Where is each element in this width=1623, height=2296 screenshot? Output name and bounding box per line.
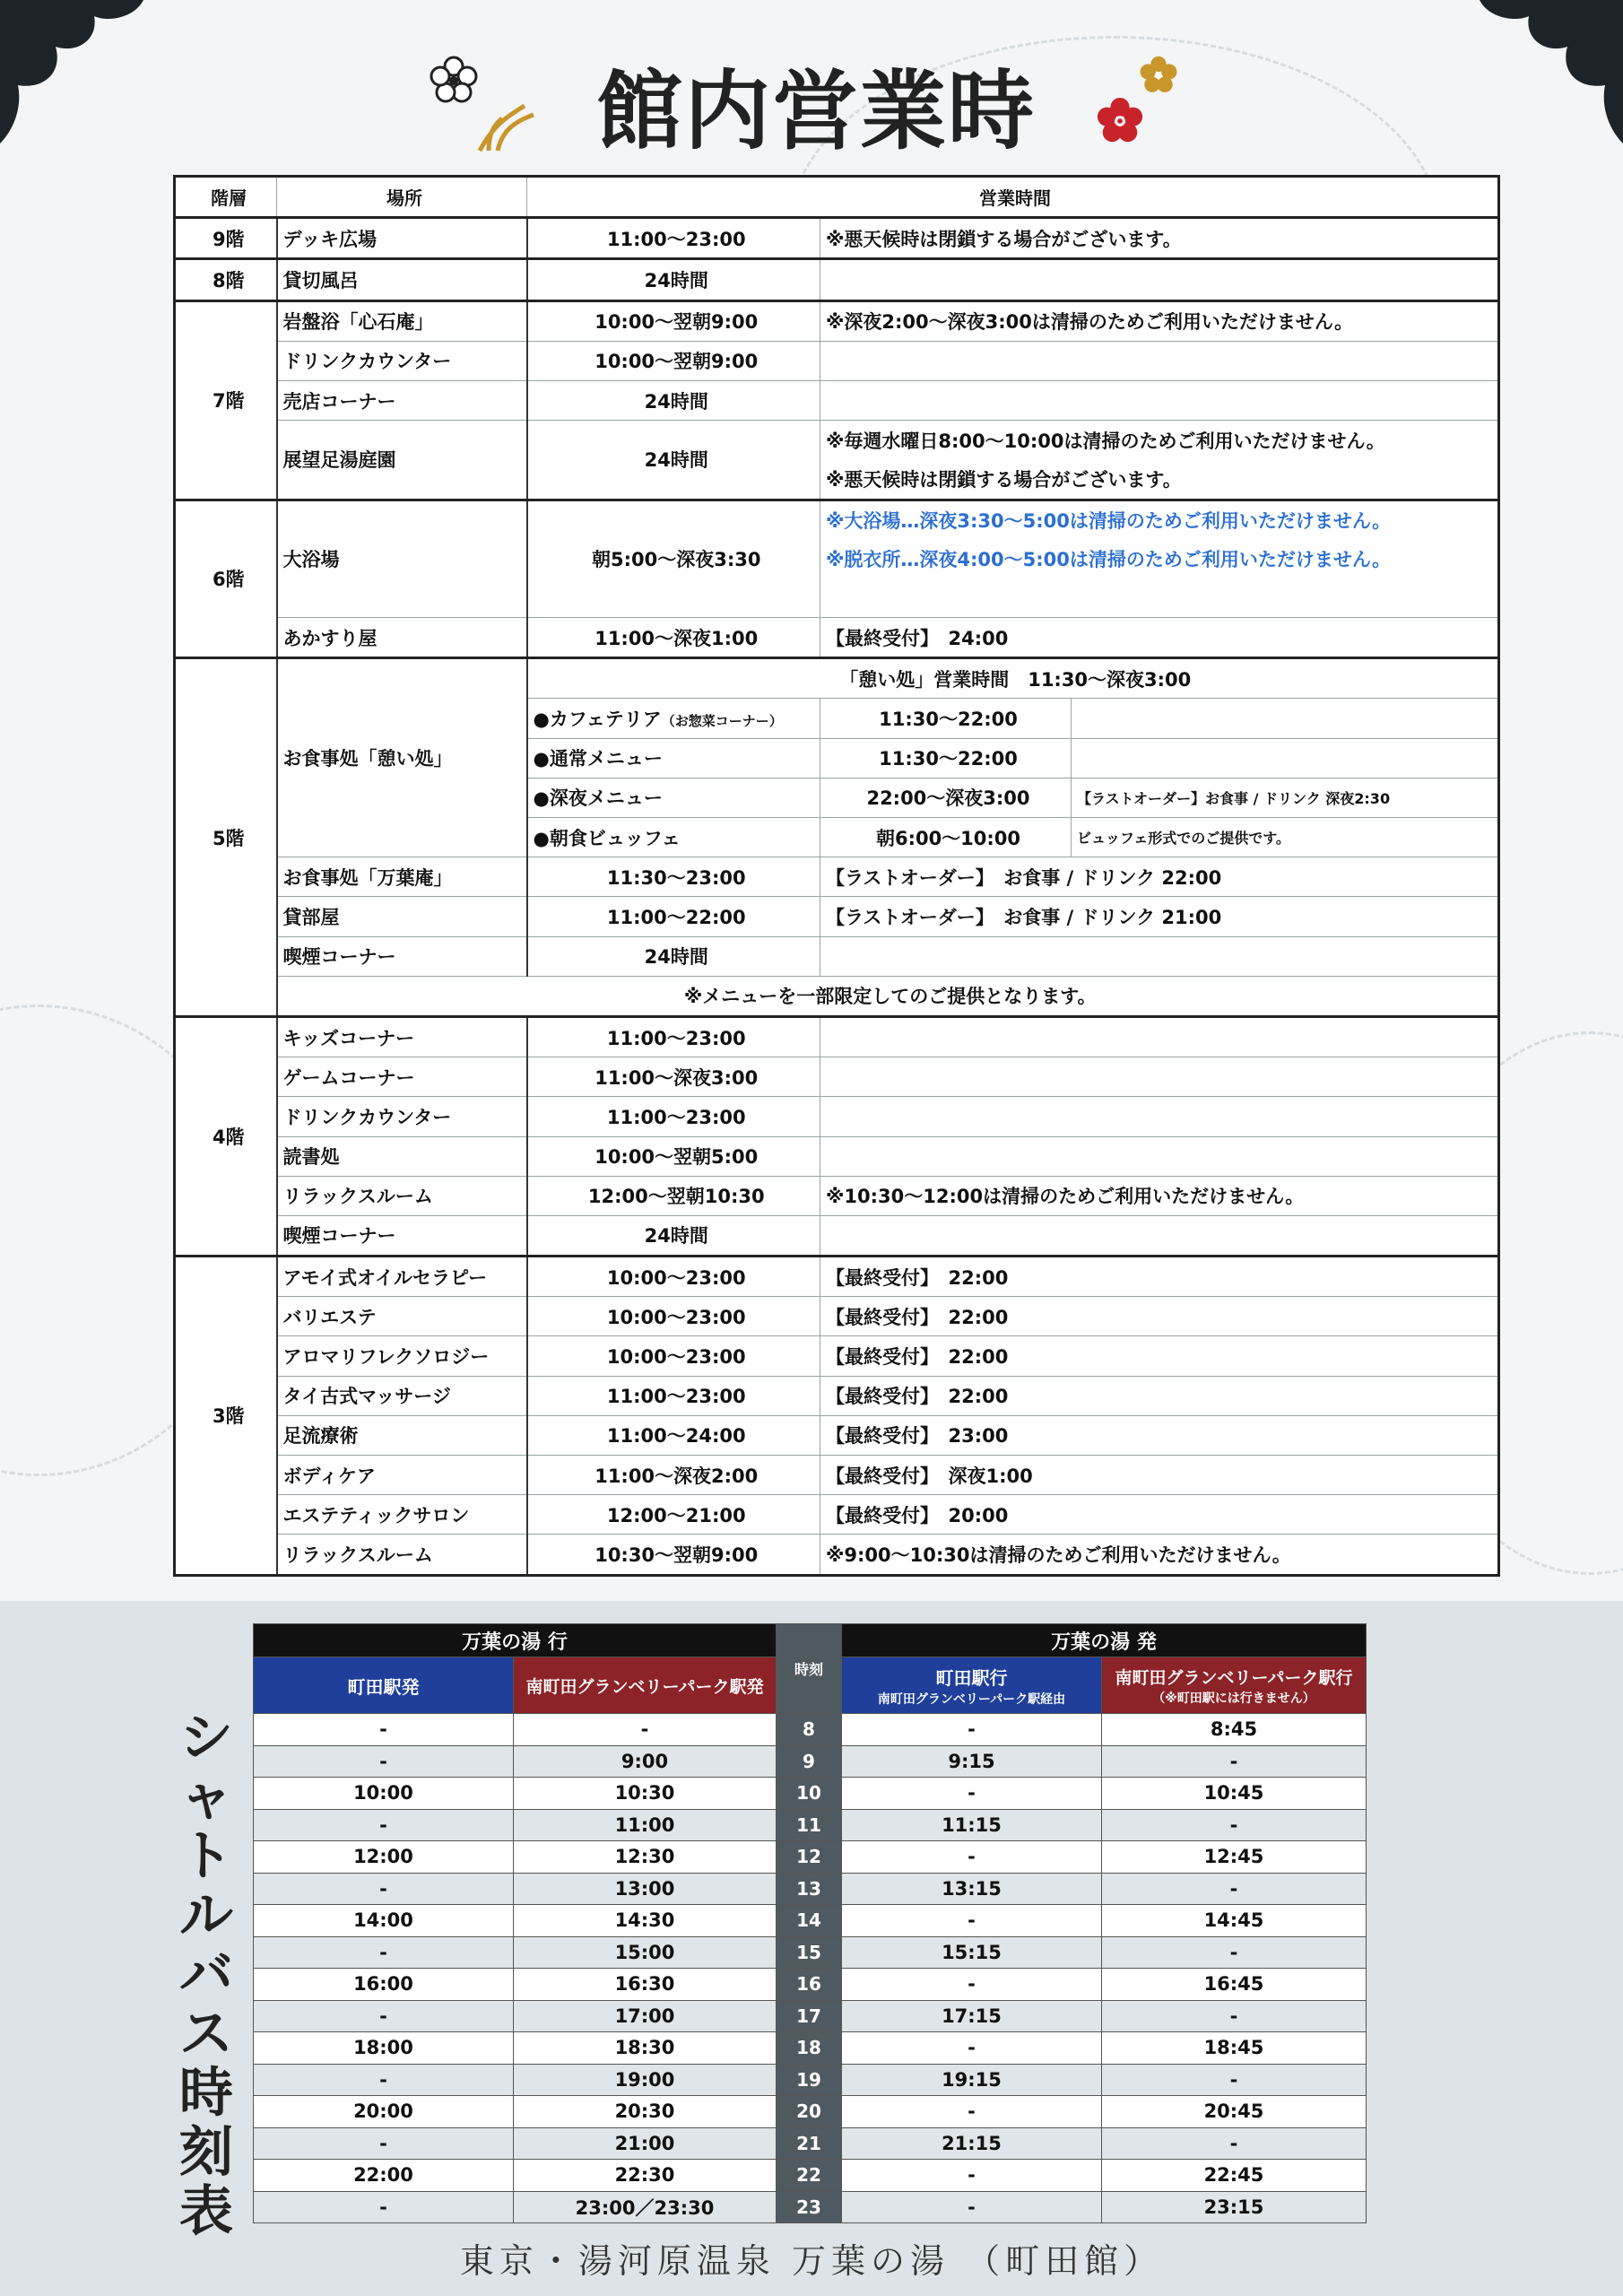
table-row xyxy=(175,857,1499,897)
to-machida-time: 15:15 xyxy=(842,1936,1102,1969)
title-area xyxy=(0,36,1623,161)
place-name: 貸切風呂 xyxy=(277,259,527,300)
note xyxy=(820,1097,1499,1136)
note: 【ラストオーダー】 お食事 / ドリンク 22:00 xyxy=(820,857,1499,897)
to-minami-time: - xyxy=(1102,1873,1367,1905)
floor-label: 5階 xyxy=(175,658,277,1017)
to-minami-time: - xyxy=(1102,1745,1367,1778)
place-name: アロマリフレクソロジー xyxy=(277,1336,527,1376)
menu-hours: 22:00〜深夜3:00 xyxy=(820,778,1072,817)
to-machida-time: 21:15 xyxy=(842,2127,1102,2160)
table-row xyxy=(175,300,1499,341)
to-machida-time: - xyxy=(842,2160,1102,2192)
floor-label: 7階 xyxy=(175,300,277,500)
hour: 16 xyxy=(777,1969,842,2001)
to-machida-time: 9:15 xyxy=(842,1745,1102,1778)
hour: 12 xyxy=(777,1841,842,1874)
hours-value: 24時間 xyxy=(527,421,820,500)
table-row xyxy=(175,259,1499,300)
to-minami-time: - xyxy=(1102,2000,1367,2032)
menu-note xyxy=(1072,738,1499,778)
place-name: デッキ広場 xyxy=(277,218,527,259)
hours-value: 11:00〜23:00 xyxy=(527,1097,820,1136)
note: 【最終受付】 24:00 xyxy=(820,618,1499,658)
note: ※大浴場…深夜3:30〜5:00は清掃のためご利用いただけません。 xyxy=(820,500,1499,540)
to-machida-time: - xyxy=(842,1841,1102,1874)
hours-value: 11:00〜22:00 xyxy=(527,897,820,936)
machida-depart-time: - xyxy=(254,1714,514,1746)
to-machida-time: - xyxy=(842,1969,1102,2001)
place-name: リラックスルーム xyxy=(277,1176,527,1215)
hour: 19 xyxy=(777,2064,842,2096)
hours-value: 11:00〜23:00 xyxy=(527,1376,820,1415)
note: 【ラストオーダー】 お食事 / ドリンク 21:00 xyxy=(820,897,1499,936)
hours-value: 24時間 xyxy=(527,259,820,300)
note: ※悪天候時は閉鎖する場合がございます。 xyxy=(820,218,1499,259)
table-row xyxy=(175,1016,1499,1057)
to-minami-time: 14:45 xyxy=(1102,1905,1367,1937)
hour: 17 xyxy=(777,2000,842,2032)
minami-depart-time: 22:30 xyxy=(514,2160,777,2192)
note: 【最終受付】 深夜1:00 xyxy=(820,1456,1499,1495)
page-title: 館内営業時 xyxy=(596,61,1036,161)
machida-depart-time: 18:00 xyxy=(254,2032,514,2065)
minami-depart-time: 19:00 xyxy=(514,2064,777,2096)
place-name: 展望足湯庭園 xyxy=(277,421,527,500)
place-name: 岩盤浴「心石庵」 xyxy=(277,300,527,341)
minami-depart-time: 16:30 xyxy=(514,1969,777,2001)
hours-value: 11:30〜23:00 xyxy=(527,857,820,897)
place-name: リラックスルーム xyxy=(277,1535,527,1575)
note: ※悪天候時は閉鎖する場合がございます。 xyxy=(820,459,1499,500)
table-row xyxy=(175,421,1499,460)
table-row xyxy=(175,618,1499,658)
hours-table xyxy=(173,175,1500,1577)
hours-value: 11:00〜24:00 xyxy=(527,1415,820,1455)
to-machida-time: - xyxy=(842,2032,1102,2065)
place-name: ドリンクカウンター xyxy=(277,341,527,380)
menu-hours: 11:30〜22:00 xyxy=(820,738,1072,778)
timetable-row xyxy=(254,1905,1367,1937)
table-row xyxy=(175,1297,1499,1336)
note: 【最終受付】 22:00 xyxy=(820,1257,1499,1297)
note xyxy=(820,341,1499,380)
machida-depart-time: 16:00 xyxy=(254,1969,514,2001)
note xyxy=(820,1016,1499,1057)
menu-note: 【ラストオーダー】お食事 / ドリンク 深夜2:30 xyxy=(1072,778,1499,817)
hour: 21 xyxy=(777,2127,842,2160)
minami-depart-time: 18:30 xyxy=(514,2032,777,2065)
timetable-row xyxy=(254,2127,1367,2160)
table-row xyxy=(175,380,1499,420)
hours-value: 10:00〜23:00 xyxy=(527,1297,820,1336)
timetable-row xyxy=(254,2000,1367,2032)
timetable-row xyxy=(254,2191,1367,2223)
machida-depart-time: 20:00 xyxy=(254,2096,514,2128)
hours-value: 12:00〜21:00 xyxy=(527,1495,820,1535)
timetable-row xyxy=(254,2064,1367,2096)
place-name: キッズコーナー xyxy=(277,1016,527,1057)
to-minami-time: 23:15 xyxy=(1102,2191,1367,2223)
timetable-row xyxy=(254,1873,1367,1905)
note: 【最終受付】 22:00 xyxy=(820,1376,1499,1415)
table-row xyxy=(175,1535,1499,1575)
table-header-row xyxy=(175,177,1499,218)
header-hours: 営業時間 xyxy=(527,177,1499,218)
minami-depart-time: 21:00 xyxy=(514,2127,777,2160)
from-group-header: 万葉の湯 発 xyxy=(842,1624,1367,1657)
table-row xyxy=(175,1257,1499,1297)
machida-depart-time: - xyxy=(254,1745,514,1778)
hours-value: 11:00〜深夜2:00 xyxy=(527,1456,820,1495)
table-row xyxy=(175,1415,1499,1455)
table-row xyxy=(175,1176,1499,1215)
place-name: 貸部屋 xyxy=(277,897,527,936)
hours-value: 11:00〜深夜3:00 xyxy=(527,1057,820,1097)
to-minami-time: - xyxy=(1102,2127,1367,2160)
place-name: タイ古式マッサージ xyxy=(277,1376,527,1415)
to-minami-time: 10:45 xyxy=(1102,1778,1367,1810)
place-name: ボディケア xyxy=(277,1456,527,1495)
hours-value: 朝5:00〜深夜3:30 xyxy=(527,500,820,618)
ikoi-hours-header: 「憩い処」営業時間 11:30〜深夜3:00 xyxy=(527,658,1499,699)
minami-depart-time: 13:00 xyxy=(514,1873,777,1905)
machida-depart-time: 12:00 xyxy=(254,1841,514,1874)
to-minami-time: 8:45 xyxy=(1102,1714,1367,1746)
place-name: ゲームコーナー xyxy=(277,1057,527,1097)
machida-depart-time: - xyxy=(254,1873,514,1905)
note-empty xyxy=(820,578,1499,618)
note: ※毎週水曜日8:00〜10:00は清掃のためご利用いただけません。 xyxy=(820,421,1499,460)
to-machida-time: 13:15 xyxy=(842,1873,1102,1905)
hour-header: 時刻 xyxy=(777,1624,842,1714)
hour: 14 xyxy=(777,1905,842,1937)
menu-note xyxy=(1072,699,1499,738)
col-to-minami: 南町田グランベリーパーク駅行 （※町田駅には行きません） xyxy=(1102,1657,1367,1714)
hour: 18 xyxy=(777,2032,842,2065)
floor-label: 3階 xyxy=(175,1257,277,1576)
col-machida-depart: 町田駅発 xyxy=(254,1657,514,1714)
timetable-row xyxy=(254,1969,1367,2001)
place-name: 大浴場 xyxy=(277,500,527,618)
timetable-row xyxy=(254,2160,1367,2192)
to-machida-time: - xyxy=(842,1778,1102,1810)
machida-depart-time: - xyxy=(254,1809,514,1841)
timetable-body xyxy=(254,1714,1367,2223)
place-name: 喫煙コーナー xyxy=(277,936,527,976)
hour: 9 xyxy=(777,1745,842,1778)
hours-value: 10:00〜翌朝5:00 xyxy=(527,1136,820,1176)
machida-depart-time: - xyxy=(254,1936,514,1969)
place-name: アモイ式オイルセラピー xyxy=(277,1257,527,1297)
machida-depart-time: - xyxy=(254,2191,514,2223)
place-name: 売店コーナー xyxy=(277,380,527,420)
footer-venue-name: 東京・湯河原温泉 万葉の湯 （町田館） xyxy=(459,2241,1164,2281)
table-row xyxy=(175,1057,1499,1097)
floor-label: 4階 xyxy=(175,1016,277,1256)
note: 【最終受付】 20:00 xyxy=(820,1495,1499,1535)
note: ※脱衣所…深夜4:00〜5:00は清掃のためご利用いただけません。 xyxy=(820,540,1499,578)
table-row xyxy=(175,976,1499,1016)
minami-depart-time: 10:30 xyxy=(514,1778,777,1810)
hours-value: 24時間 xyxy=(527,380,820,420)
table-row xyxy=(175,1136,1499,1176)
hours-value: 10:00〜23:00 xyxy=(527,1336,820,1376)
note: ※9:00〜10:30は清掃のためご利用いただけません。 xyxy=(820,1535,1499,1575)
to-minami-time: 22:45 xyxy=(1102,2160,1367,2192)
minami-depart-time: 14:30 xyxy=(514,1905,777,1937)
to-minami-time: - xyxy=(1102,1936,1367,1969)
plum-flower-icon xyxy=(1096,97,1144,145)
hours-value: 10:00〜翌朝9:00 xyxy=(527,341,820,380)
menu-name: ●朝食ビュッフェ xyxy=(527,818,820,857)
hour: 11 xyxy=(777,1809,842,1841)
table-row xyxy=(175,936,1499,976)
menu-note: ビュッフェ形式でのご提供です。 xyxy=(1072,818,1499,857)
place-name: バリエステ xyxy=(277,1297,527,1336)
table-row xyxy=(175,897,1499,936)
hours-value: 10:00〜23:00 xyxy=(527,1257,820,1297)
menu-hours: 朝6:00〜10:00 xyxy=(820,818,1072,857)
note xyxy=(820,1057,1499,1097)
to-group-header: 万葉の湯 行 xyxy=(254,1624,777,1657)
hour: 10 xyxy=(777,1778,842,1810)
place-name: 足流療術 xyxy=(277,1415,527,1455)
note: ※深夜2:00〜深夜3:00は清掃のためご利用いただけません。 xyxy=(820,300,1499,341)
plum-flower-icon xyxy=(1139,56,1178,95)
header-floor: 階層 xyxy=(175,177,277,218)
table-row xyxy=(175,1456,1499,1495)
note: 【最終受付】 22:00 xyxy=(820,1297,1499,1336)
hours-value: 24時間 xyxy=(527,1215,820,1256)
note xyxy=(820,936,1499,976)
to-minami-time: - xyxy=(1102,1809,1367,1841)
place-name: 喫煙コーナー xyxy=(277,1215,527,1256)
minami-depart-time: 12:30 xyxy=(514,1841,777,1874)
to-minami-time: 20:45 xyxy=(1102,2096,1367,2128)
timetable-row xyxy=(254,1714,1367,1746)
to-machida-time: - xyxy=(842,1714,1102,1746)
hours-value: 12:00〜翌朝10:30 xyxy=(527,1176,820,1215)
table-row xyxy=(175,218,1499,259)
group-header-row xyxy=(254,1624,1367,1657)
place-name: あかすり屋 xyxy=(277,618,527,658)
place-name: エステティックサロン xyxy=(277,1495,527,1535)
menu-hours: 11:30〜22:00 xyxy=(820,699,1072,738)
to-machida-time: - xyxy=(842,2191,1102,2223)
note: ※10:30〜12:00は清掃のためご利用いただけません。 xyxy=(820,1176,1499,1215)
to-minami-time: 12:45 xyxy=(1102,1841,1367,1874)
place-name: お食事処「万葉庵」 xyxy=(277,857,527,897)
minami-depart-time: 17:00 xyxy=(514,2000,777,2032)
rice-plant-icon xyxy=(471,99,542,152)
note: 【最終受付】 23:00 xyxy=(820,1415,1499,1455)
machida-depart-time: - xyxy=(254,2000,514,2032)
timetable-row xyxy=(254,1809,1367,1841)
to-minami-time: 18:45 xyxy=(1102,2032,1367,2065)
hours-value: 11:00〜23:00 xyxy=(527,1016,820,1057)
to-machida-time: - xyxy=(842,2096,1102,2128)
minami-depart-time: 23:00／23:30 xyxy=(514,2191,777,2223)
timetable-row xyxy=(254,1745,1367,1778)
table-row xyxy=(175,1336,1499,1376)
timetable-row xyxy=(254,1778,1367,1810)
menu-footnote: ※メニューを一部限定してのご提供となります。 xyxy=(277,976,1499,1016)
note xyxy=(820,380,1499,420)
table-row xyxy=(175,1215,1499,1256)
menu-name: ●カフェテリア（お惣菜コーナー） xyxy=(527,699,820,738)
hours-value: 11:00〜深夜1:00 xyxy=(527,618,820,658)
hours-value: 11:00〜23:00 xyxy=(527,218,820,259)
to-minami-time: 16:45 xyxy=(1102,1969,1367,2001)
table-row xyxy=(175,1495,1499,1535)
note: 【最終受付】 22:00 xyxy=(820,1336,1499,1376)
minami-depart-time: 15:00 xyxy=(514,1936,777,1969)
hour: 15 xyxy=(777,1936,842,1969)
minami-depart-time: - xyxy=(514,1714,777,1746)
hour: 13 xyxy=(777,1873,842,1905)
machida-depart-time: 14:00 xyxy=(254,1905,514,1937)
menu-name: ●深夜メニュー xyxy=(527,778,820,817)
note xyxy=(820,259,1499,300)
to-minami-time: - xyxy=(1102,2064,1367,2096)
note xyxy=(820,1215,1499,1256)
table-row xyxy=(175,500,1499,540)
shuttle-timetable xyxy=(253,1623,1367,2223)
menu-name: ●通常メニュー xyxy=(527,738,820,778)
hour: 22 xyxy=(777,2160,842,2192)
header-place: 場所 xyxy=(277,177,527,218)
minami-depart-time: 9:00 xyxy=(514,1745,777,1778)
table-row xyxy=(175,1097,1499,1136)
floor-label: 6階 xyxy=(175,500,277,658)
timetable-row xyxy=(254,2096,1367,2128)
hour: 8 xyxy=(777,1714,842,1746)
to-machida-time: - xyxy=(842,1905,1102,1937)
timetable-row xyxy=(254,1841,1367,1874)
machida-depart-time: - xyxy=(254,2064,514,2096)
note xyxy=(820,1136,1499,1176)
floor-label: 9階 xyxy=(175,218,277,259)
to-machida-time: 17:15 xyxy=(842,2000,1102,2032)
hour: 20 xyxy=(777,2096,842,2128)
hours-value: 10:00〜翌朝9:00 xyxy=(527,300,820,341)
shuttle-title: シャトルバス時刻表 xyxy=(179,1707,233,2243)
to-machida-time: 19:15 xyxy=(842,2064,1102,2096)
col-to-machida: 町田駅行 南町田グランベリーパーク駅経由 xyxy=(842,1657,1102,1714)
machida-depart-time: 22:00 xyxy=(254,2160,514,2192)
col-minami-depart: 南町田グランベリーパーク駅発 xyxy=(514,1657,777,1714)
minami-depart-time: 11:00 xyxy=(514,1809,777,1841)
place-name: 読書処 xyxy=(277,1136,527,1176)
table-row xyxy=(175,1376,1499,1415)
table-row xyxy=(175,658,1499,699)
machida-depart-time: 10:00 xyxy=(254,1778,514,1810)
table-row xyxy=(175,341,1499,380)
place-name: ドリンクカウンター xyxy=(277,1097,527,1136)
minami-depart-time: 20:30 xyxy=(514,2096,777,2128)
hours-value: 10:30〜翌朝9:00 xyxy=(527,1535,820,1575)
hour: 23 xyxy=(777,2191,842,2223)
to-machida-time: 11:15 xyxy=(842,1809,1102,1841)
floor-label: 8階 xyxy=(175,259,277,300)
machida-depart-time: - xyxy=(254,2127,514,2160)
hours-value: 24時間 xyxy=(527,936,820,976)
place-name: お食事処「憩い処」 xyxy=(277,658,527,857)
timetable-row xyxy=(254,2032,1367,2065)
timetable-row xyxy=(254,1936,1367,1969)
